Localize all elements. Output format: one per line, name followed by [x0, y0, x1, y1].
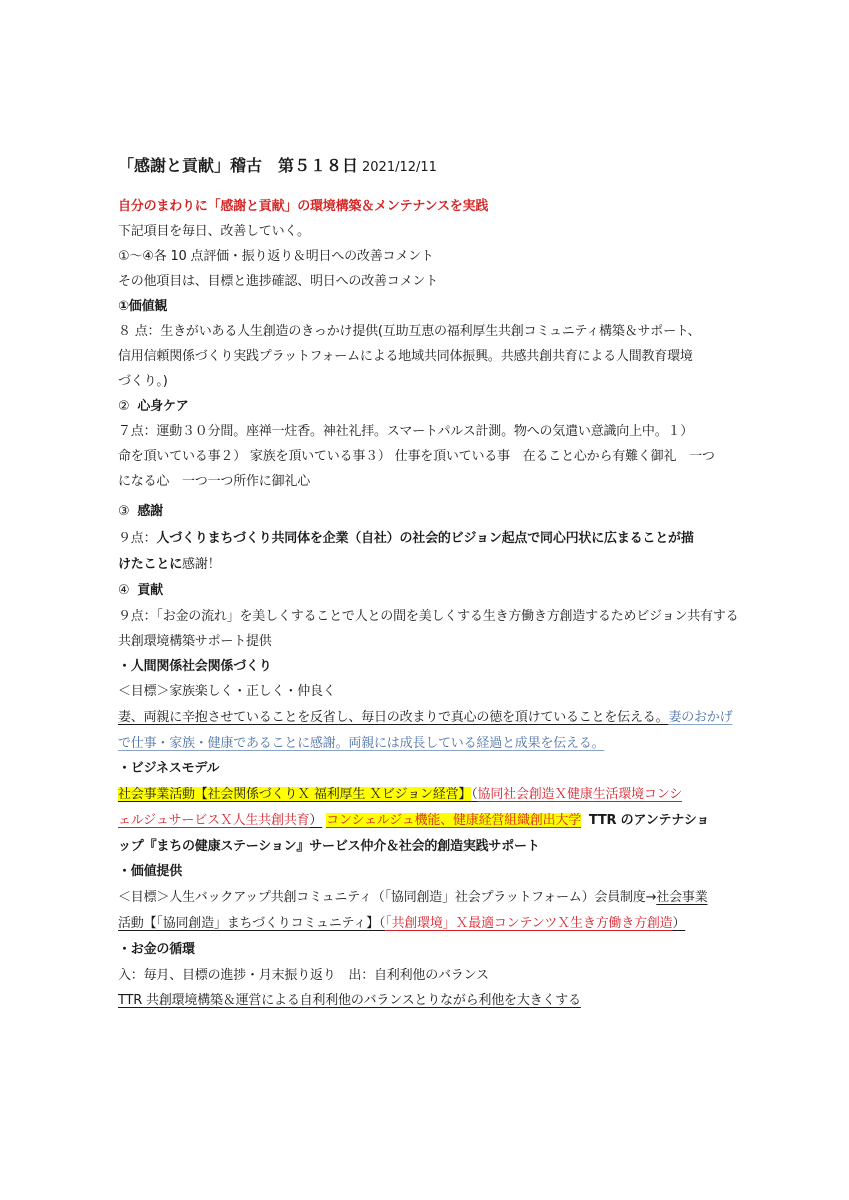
value-offer-line-2	[118, 915, 685, 933]
business-paren-close: ）	[309, 813, 323, 828]
contribution-line-2: 共創環境構築サポート提供	[118, 634, 272, 649]
care-line-1: ７点：運動３０分間。座禅一炷香。神社礼拝。スマートパルス計測。物への気遣い意識向上中。１）	[118, 424, 694, 439]
gratitude-line-1	[118, 530, 694, 548]
relations-goal: ＜目標＞家族楽しく・正しく・仲良く	[118, 684, 336, 699]
value-offer-ul-1: 社会事業	[656, 890, 708, 905]
intro-line-3: その他項目は、目標と進捗確認、明日への改善コメント	[118, 274, 439, 289]
business-line-3: ップ『まちの健康ステーション』サービス仲介＆社会的創造実践サポート	[118, 839, 540, 854]
contribution-number: ④	[118, 583, 130, 598]
value-offer-text-1: ＜目標＞人生バックアップ共創コミュニティ（「協同創造」社会プラットフォーム）会員制度→	[118, 890, 657, 905]
business-red-2: ェルジュサービスＸ人生共創共育	[118, 813, 310, 828]
relations-text-black: 妻、両親に辛抱させていることを反省し、毎日の改まりで真心の徳を頂けていることを伝える。	[118, 710, 669, 725]
care-line-2: 命を頂いている事２） 家族を頂いている事３） 仕事を頂いている事 在ること心から有難く御礼 一つ	[118, 449, 715, 464]
section-values-heading: ①価値観	[118, 299, 168, 314]
gratitude-number: ③	[118, 504, 130, 519]
care-line-3: になる心 一つ一つ所作に御礼心	[118, 474, 311, 489]
contribution-title: 貢献	[137, 583, 163, 598]
gratitude-score: ９点：	[118, 531, 157, 546]
money-heading: ・お金の循環	[118, 942, 195, 957]
values-line-2: 信用信頼関係づくり実践プラットフォームによる地域共同体振興。共感共創共育による人間教育環境	[118, 349, 693, 364]
business-highlight-2: コンシェルジュ機能、健康経営組織創出大学	[326, 813, 582, 828]
money-line-2: TTR 共創環境構築＆運営による自利利他のバランスとりながら利他を大きくする	[118, 993, 581, 1008]
page-title	[118, 153, 437, 176]
values-line-3: づくり。)	[118, 374, 168, 389]
care-number: ②	[118, 399, 130, 414]
values-line-1: ８ 点：生きがいある人生創造のきっかけ提供(互助互恵の福利厚生共創コミュニティ構築＆サポート、	[118, 324, 701, 339]
business-line-2	[118, 812, 709, 830]
section-gratitude-heading	[118, 503, 163, 521]
business-heading: ・ビジネスモデル	[118, 761, 220, 776]
gratitude-text-1: 人づくりまちづくり共同体を企業（自社）の社会的ビジョン起点で同心円状に広まることが描	[156, 531, 694, 546]
value-offer-heading: ・価値提供	[118, 864, 183, 879]
gratitude-line-2	[118, 556, 220, 574]
relations-text-blue-1: 妻のおかげ	[668, 710, 733, 725]
section-contribution-heading	[118, 582, 163, 600]
relations-heading: ・人間関係社会関係づくり	[118, 659, 272, 674]
business-red-1: 協同社会創造Ｘ健康生活環境コンシ	[477, 787, 683, 802]
value-offer-red: 「共創環境」Ｘ最適コンテンツＸ生き方働き方創造	[385, 916, 673, 931]
value-offer-ul-2: 活動【「協同創造」まちづくりコミュニティ】（	[118, 916, 386, 931]
intro-line-1: 下記項目を毎日、改善していく。	[118, 224, 310, 239]
value-offer-end: ）	[672, 916, 686, 931]
business-line-1	[118, 786, 682, 804]
gratitude-text-3: 感謝！	[182, 557, 221, 572]
theme-heading: 自分のまわりに「感謝と貢献」の環境構築＆メンテナンスを実践	[118, 199, 489, 214]
gratitude-title: 感謝	[137, 504, 163, 519]
gratitude-text-2: けたことに	[118, 557, 183, 572]
title-date: 2021/12/11	[362, 160, 437, 175]
title-text: 「感謝と貢献」稽古 第５１８日	[118, 156, 359, 175]
business-bold-1: TTR のアンテナショ	[588, 813, 710, 828]
relations-text-blue-2: で仕事・家族・健康であることに感謝。両親には成長している経過と成果を伝える。	[118, 736, 605, 751]
business-paren-open: （	[471, 787, 478, 802]
relations-line-2	[118, 735, 604, 753]
section-care-heading	[118, 398, 189, 416]
value-offer-line-1	[118, 889, 708, 907]
care-title: 心身ケア	[137, 399, 189, 414]
business-highlight-1: 社会事業活動【社会関係づくりＸ 福利厚生 Ｘビジョン経営】	[118, 787, 472, 802]
intro-line-2: ①～④各 10 点評価・振り返り＆明日への改善コメント	[118, 249, 434, 264]
money-line-1: 入：毎月、目標の進捗・月末振り返り 出：自利利他のバランス	[118, 968, 489, 983]
relations-line-1	[118, 709, 732, 727]
contribution-line-1: ９点：「お金の流れ」を美しくすることで人との間を美しくする生き方働き方創造するためビジョン共有する	[118, 609, 739, 624]
